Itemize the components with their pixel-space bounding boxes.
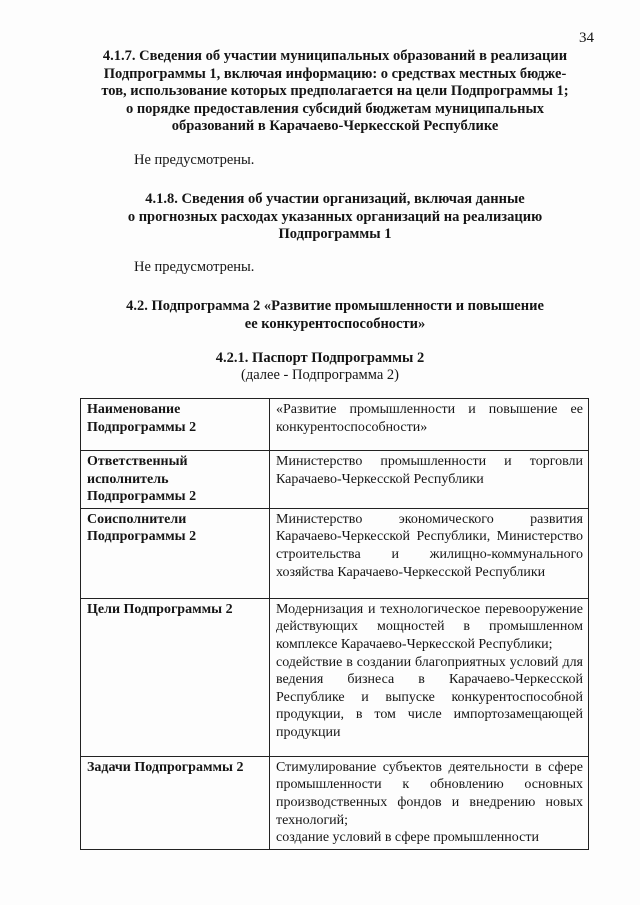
row-label: Цели Подпрограммы 2	[81, 598, 270, 756]
heading-line: 4.1.7. Сведения об участии муниципальных образований в реализации	[102, 48, 568, 64]
row-value	[270, 756, 589, 849]
table-row	[81, 598, 589, 756]
heading-line: Подпрограммы 1, включая информацию: о средствах местных бюдже-	[103, 65, 567, 82]
value-paragraph: Министерство экономического развития Карачаево-Черкесской Республики, Министерство строительства и жилищно-коммунального хозяйства Карачаево-Черкесской Республики	[276, 511, 583, 580]
heading-line: о порядке предоставления субсидий бюджетам муниципальных	[125, 100, 545, 117]
value-paragraph: «Развитие промышленности и повышение ее конкурентоспособности»	[276, 402, 583, 435]
section-4-1-8-body: Не предусмотрены.	[134, 259, 255, 275]
passport-table	[80, 398, 589, 850]
value-paragraph: создание условий в сфере промышленности	[276, 830, 539, 846]
value-paragraph: Модернизация и технологическое перевооружение действующих мощностей в промышленном комплексе Карачаево-Черкесской Республики;	[276, 601, 583, 652]
table-row	[81, 508, 589, 598]
heading-line: 4.2. Подпрограмма 2 «Развитие промышленности и повышение	[126, 298, 544, 314]
row-value	[270, 451, 589, 509]
value-paragraph: содействие в создании благоприятных условий для ведения бизнеса в Карачаево-Черкесской Республике и выпуске конкурентоспособной продукции, в том числе импортозамещающей продукции	[276, 654, 583, 740]
row-label: Наименование Подпрограммы 2	[81, 399, 270, 451]
row-value	[270, 508, 589, 598]
heading-line: о прогнозных расходах указанных организаций на реализацию	[127, 208, 543, 225]
heading-line: Подпрограммы 1	[278, 226, 392, 242]
table-row	[81, 399, 589, 451]
row-label: Соисполнители Подпрограммы 2	[81, 508, 270, 598]
heading-line: 4.1.8. Сведения об участии организаций, включая данные	[145, 191, 525, 207]
row-label: Ответственный исполнитель Подпрограммы 2	[81, 451, 270, 509]
section-4-1-7-heading	[80, 48, 590, 136]
passport-subtitle: (далее - Подпрограмма 2)	[241, 367, 399, 383]
table-row	[81, 756, 589, 849]
row-value	[270, 598, 589, 756]
row-value	[270, 399, 589, 451]
section-4-1-8-heading	[80, 191, 590, 244]
heading-line: образований в Карачаево-Черкесской Республике	[171, 118, 499, 134]
value-paragraph: Министерство промышленности и торговли Карачаево-Черкесской Республики	[276, 454, 583, 487]
heading-line: тов, использование которых предполагается на цели Подпрограммы 1;	[101, 83, 569, 99]
table-row	[81, 451, 589, 509]
page-number: 34	[579, 30, 594, 46]
value-paragraph: Стимулирование субъектов деятельности в сфере промышленности к обновлению основных производственных фондов и внедрению новых технологий;	[276, 759, 583, 828]
section-4-2-heading	[80, 298, 590, 333]
section-4-1-7-body: Не предусмотрены.	[134, 152, 255, 168]
row-label: Задачи Подпрограммы 2	[81, 756, 270, 849]
passport-title: 4.2.1. Паспорт Подпрограммы 2	[215, 350, 425, 366]
heading-line: ее конкурентоспособности»	[244, 315, 426, 332]
passport-title-block	[0, 350, 640, 384]
